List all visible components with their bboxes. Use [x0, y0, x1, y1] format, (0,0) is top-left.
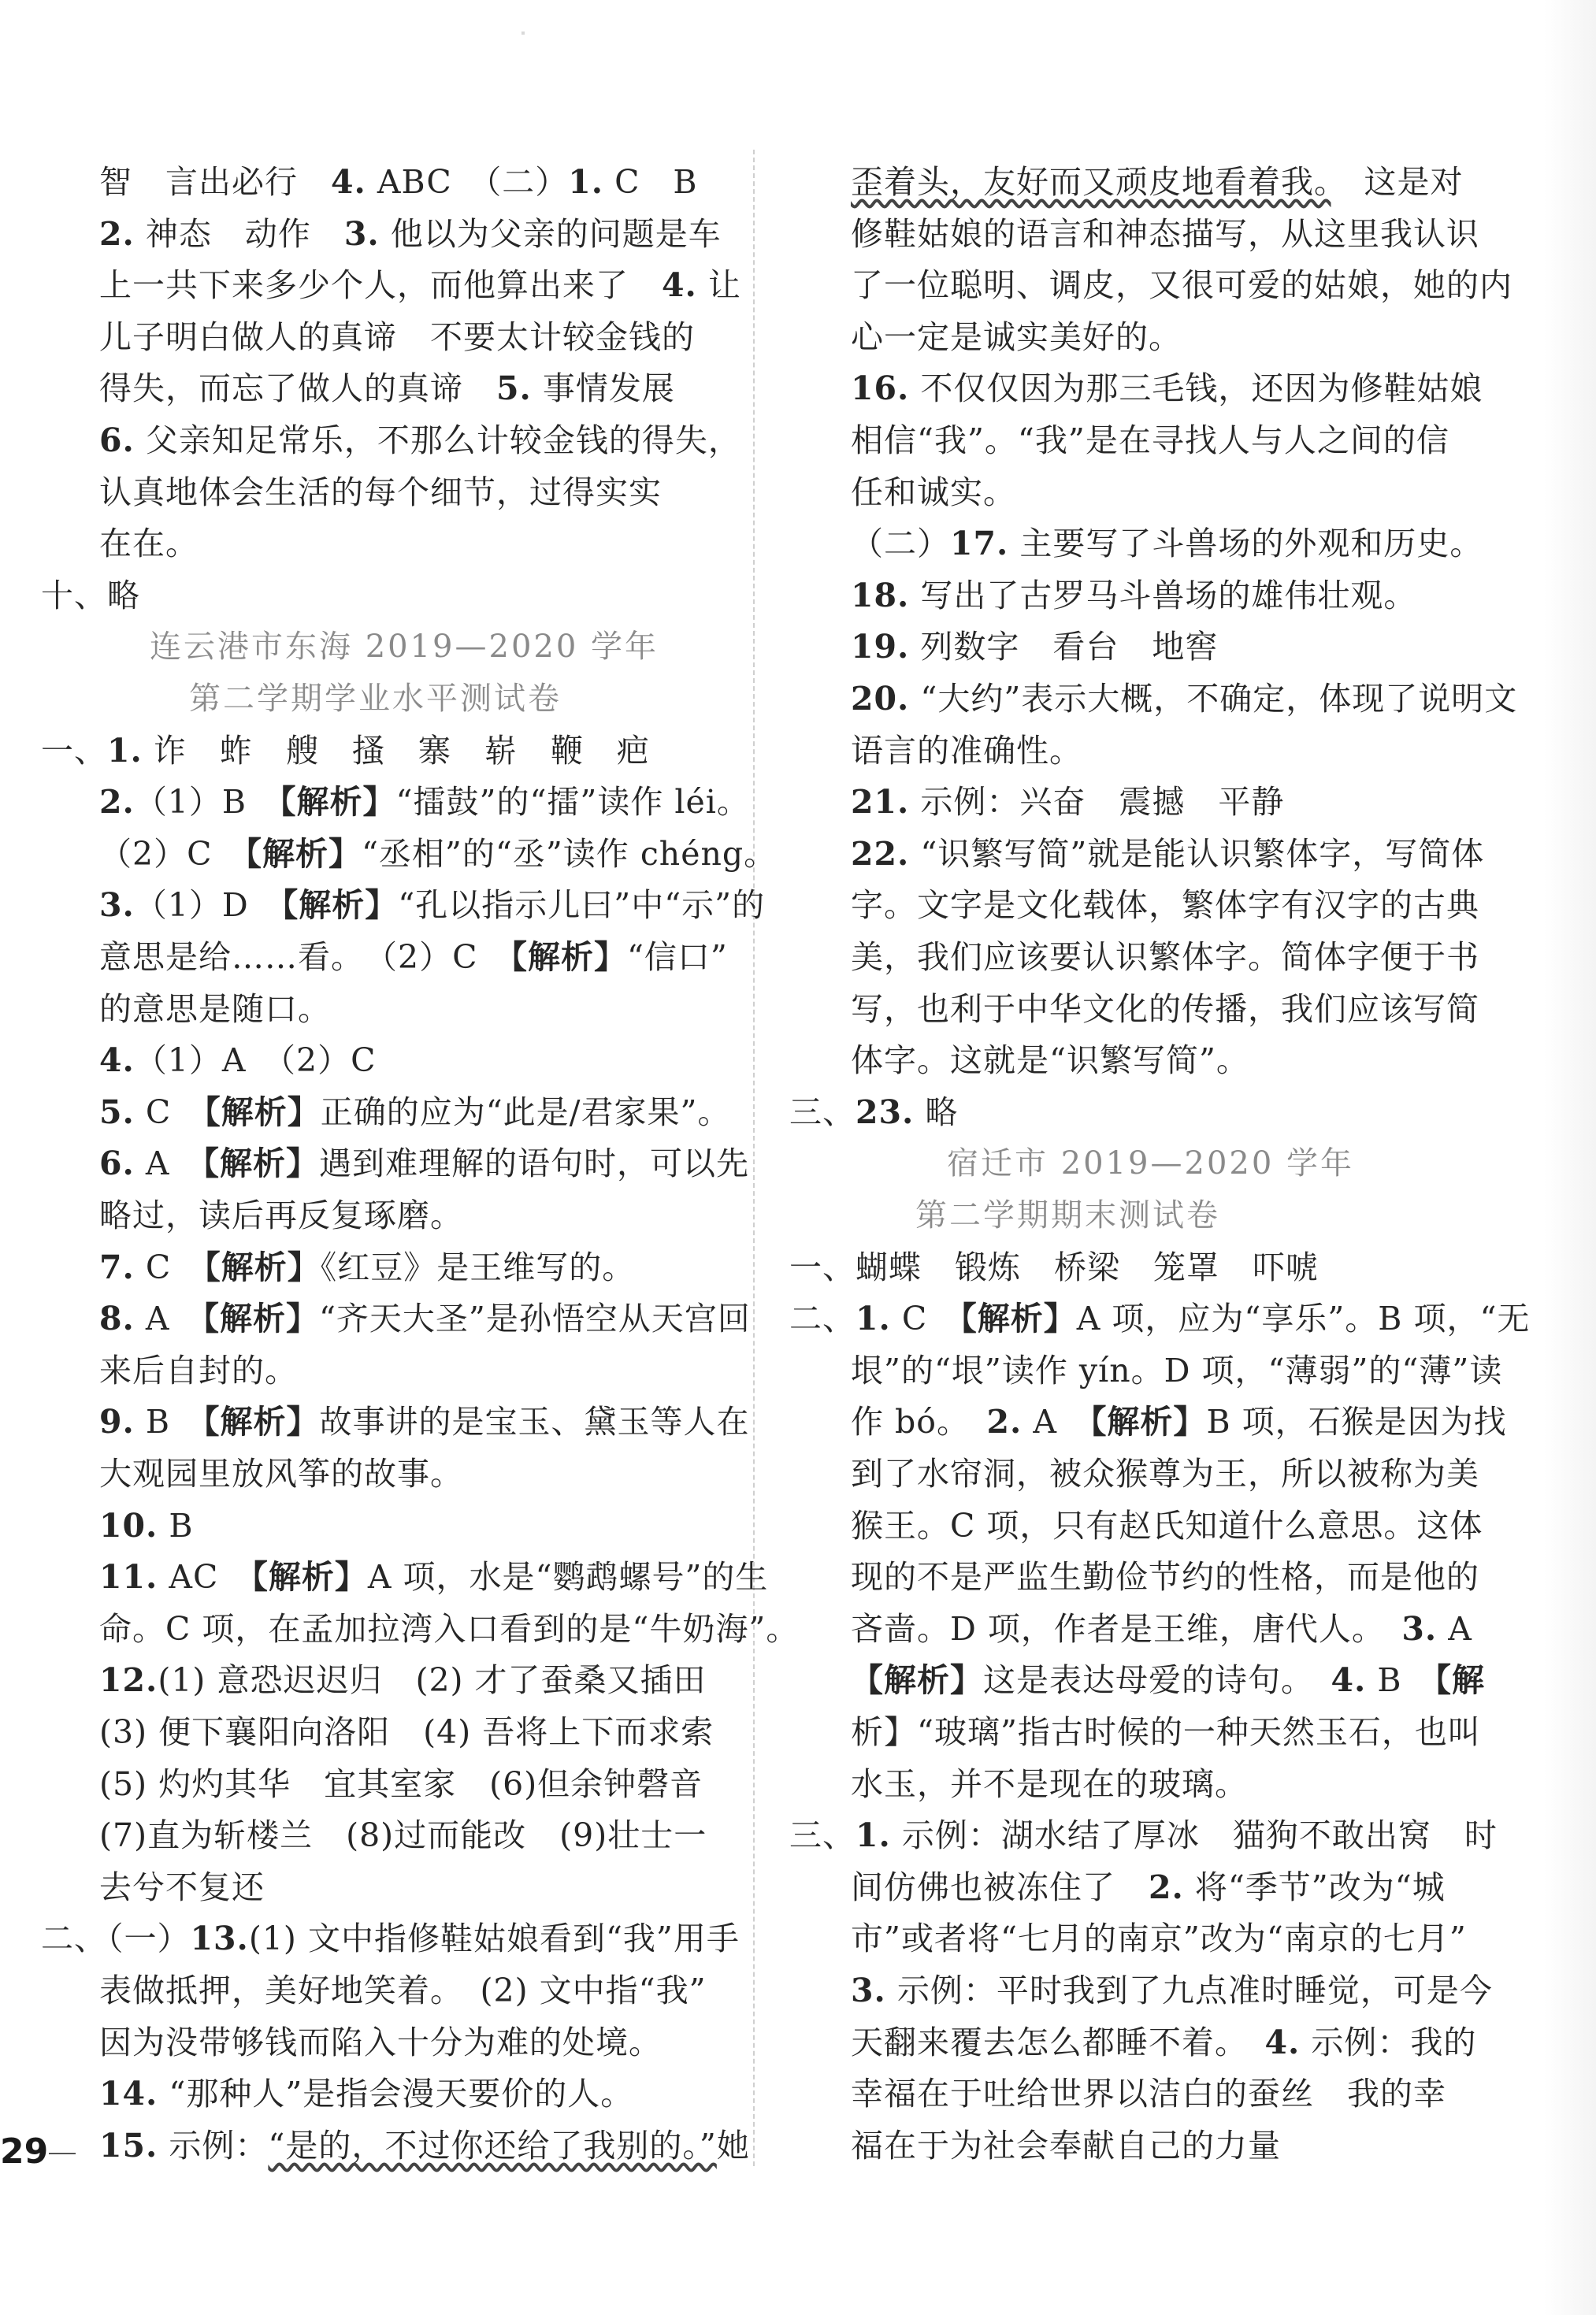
- text-line: 到了水帘洞，被众猴尊为王，所以被称为美: [851, 1455, 1479, 1493]
- text-line: 认真地体会生活的每个细节，过得实实: [99, 473, 662, 511]
- text-line: 来后自封的。: [99, 1351, 298, 1389]
- section-heading: 第二学期学业水平测试卷: [189, 681, 562, 717]
- page-edge-shade: [1544, 0, 1596, 2315]
- text-line: 略过，读后再反复琢磨。: [99, 1196, 463, 1234]
- text-line: 意思是给……看。 （2）C 【解析】“信口”: [99, 938, 728, 976]
- text-line: 二、（一）13.(1) 文中指修鞋姑娘看到“我”用手: [41, 1920, 740, 1958]
- text-line: 9. B 【解析】故事讲的是宝玉、黛玉等人在: [99, 1403, 750, 1441]
- text-line: 猴王。C 项，只有赵氏知道什么意思。这体: [851, 1506, 1483, 1545]
- text-line: (3) 便下襄阳向洛阳 (4) 吾将上下而求索: [99, 1713, 714, 1751]
- text-line: 16. 不仅仅因为那三毛钱，还因为修鞋姑娘: [851, 369, 1483, 408]
- text-line: 的意思是随口。: [99, 989, 331, 1028]
- text-line: 8. A 【解析】“齐天大圣”是孙悟空从天宫回: [99, 1300, 751, 1338]
- text-line: 垠”的“垠”读作 yín。D 项，“薄弱”的“薄”读: [851, 1351, 1503, 1389]
- text-line: 一、蝴蝶 锻炼 桥梁 笼罩 吓唬: [789, 1248, 1319, 1286]
- page-number: 29: [0, 2131, 49, 2172]
- text-line: 十、略: [41, 576, 140, 614]
- text-line: 现的不是严监生勤俭节约的性格，而是他的: [851, 1558, 1479, 1597]
- text-line: 12.(1) 意恐迟迟归 (2) 才了蚕桑又插田: [99, 1661, 707, 1700]
- text-line: 10. B: [99, 1506, 194, 1545]
- text-line: 18. 写出了古罗马斗兽场的雄伟壮观。: [851, 576, 1417, 614]
- text-line: (7)直为斩楼兰 (8)过而能改 (9)壮士一: [99, 1816, 707, 1855]
- text-line: 歪着头，友好而又顽皮地看着我。 这是对: [851, 163, 1464, 201]
- text-line: 一、1. 诈 蚱 艘 搔 寨 崭 鞭 疤: [41, 731, 650, 770]
- text-line: （二）17. 主要写了斗兽场的外观和历史。: [851, 525, 1483, 563]
- text-line: 了一位聪明、调皮，又很可爱的姑娘，她的内: [851, 266, 1512, 305]
- text-line: 2. 神态 动作 3. 他以为父亲的问题是车: [99, 214, 722, 253]
- text-line: 2.（1）B 【解析】“擂鼓”的“擂”读作 léi。: [99, 783, 750, 822]
- text-line: 二、1. C 【解析】A 项，应为“享乐”。B 项，“无: [789, 1300, 1531, 1338]
- text-line: 作 bó。 2. A 【解析】B 项，石猴是因为找: [851, 1403, 1507, 1441]
- text-line: 6. 父亲知足常乐，不那么计较金钱的得失，: [99, 421, 741, 459]
- text-line: 在在。: [99, 525, 199, 563]
- text-line: 去兮不复还: [99, 1868, 265, 1906]
- text-line: 15. 示例：“是的，不过你还给了我别的。”她: [99, 2126, 750, 2165]
- text-line: 儿子明白做人的真谛 不要太计较金钱的: [99, 317, 695, 356]
- text-line: 写，也利于中华文化的传播，我们应该写简: [851, 989, 1479, 1028]
- text-line: 任和诚实。: [851, 473, 1016, 511]
- text-line: 因为没带够钱而陷入十分为难的处境。: [99, 2023, 662, 2061]
- text-line: 心一定是诚实美好的。: [851, 317, 1182, 356]
- text-line: 7. C 【解析】《红豆》是王维写的。: [99, 1248, 636, 1286]
- text-line: 体字。这就是“识繁写简”。: [851, 1041, 1249, 1080]
- text-line: 三、23. 略: [789, 1093, 959, 1131]
- text-line: 三、1. 示例：湖水结了厚冰 猫狗不敢出窝 时: [789, 1816, 1498, 1855]
- text-line: 命。C 项，在孟加拉湾入口看到的是“牛奶海”。: [99, 1609, 800, 1648]
- text-line: 4.（1）A （2）C: [99, 1041, 377, 1080]
- section-heading: 第二学期期末测试卷: [915, 1197, 1220, 1234]
- text-line: 间仿佛也被冻住了 2. 将“季节”改为“城: [851, 1868, 1446, 1906]
- text-line: 吝啬。D 项，作者是王维，唐代人。 3. A: [851, 1609, 1472, 1648]
- text-line: 3. 示例：平时我到了九点准时睡觉，可是今: [851, 1972, 1493, 2009]
- text-line: 天翻来覆去怎么都睡不着。 4. 示例：我的: [851, 2023, 1477, 2061]
- text-line: 20. “大约”表示大概，不确定，体现了说明文: [851, 680, 1518, 718]
- text-line: （2）C 【解析】“丞相”的“丞”读作 chéng。: [99, 834, 778, 873]
- text-line: 智 言出必行 4. ABC （二）1. C B: [99, 163, 698, 201]
- text-line: 11. AC 【解析】A 项，水是“鹦鹉螺号”的生: [99, 1558, 769, 1597]
- text-line: 21. 示例：兴奋 震撼 平静: [851, 783, 1285, 822]
- text-line: 福在于为社会奉献自己的力量: [851, 2126, 1281, 2165]
- text-line: 得失，而忘了做人的真谛 5. 事情发展: [99, 369, 675, 408]
- text-line: 上一共下来多少个人，而他算出来了 4. 让: [99, 266, 741, 305]
- text-line: 修鞋姑娘的语言和神态描写，从这里我认识: [851, 214, 1479, 253]
- text-line: 幸福在于吐给世界以洁白的蚕丝 我的幸: [851, 2075, 1446, 2113]
- text-line: (5) 灼灼其华 宜其室家 (6)但余钟磬音: [99, 1764, 703, 1803]
- text-line: 表做抵押，美好地笑着。 (2) 文中指“我”: [99, 1972, 707, 2009]
- section-heading: 宿迁市 2019—2020 学年: [947, 1145, 1355, 1182]
- text-line: 【解析】这是表达母爱的诗句。 4. B 【解: [851, 1661, 1485, 1700]
- text-line: 6. A 【解析】遇到难理解的语句时，可以先: [99, 1145, 749, 1183]
- text-line: 语言的准确性。: [851, 731, 1082, 770]
- text-line: 大观园里放风筝的故事。: [99, 1455, 463, 1493]
- text-line: 水玉，并不是现在的玻璃。: [851, 1764, 1248, 1803]
- text-line: 字。文字是文化载体，繁体字有汉字的古典: [851, 886, 1479, 925]
- section-heading: 连云港市东海 2019—2020 学年: [150, 629, 659, 666]
- top-mark: [521, 32, 525, 35]
- column-divider: [753, 150, 755, 2166]
- text-line: 市”或者将“七月的南京”改为“南京的七月”: [851, 1920, 1467, 1958]
- text-line: 22. “识繁写简”就是能认识繁体字，写简体: [851, 834, 1485, 873]
- text-line: 析】“玻璃”指古时候的一种天然玉石，也叫: [851, 1713, 1481, 1751]
- page-number-dash: [49, 2153, 76, 2154]
- text-line: 14. “那种人”是指会漫天要价的人。: [99, 2075, 634, 2113]
- text-line: 3.（1）D 【解析】“孔以指示儿曰”中“示”的: [99, 886, 766, 925]
- text-line: 美，我们应该要认识繁体字。简体字便于书: [851, 938, 1479, 976]
- text-line: 相信“我”。“我”是在寻找人与人之间的信: [851, 421, 1449, 459]
- text-line: 5. C 【解析】正确的应为“此是/君家果”。: [99, 1093, 731, 1131]
- text-line: 19. 列数字 看台 地窖: [851, 628, 1219, 666]
